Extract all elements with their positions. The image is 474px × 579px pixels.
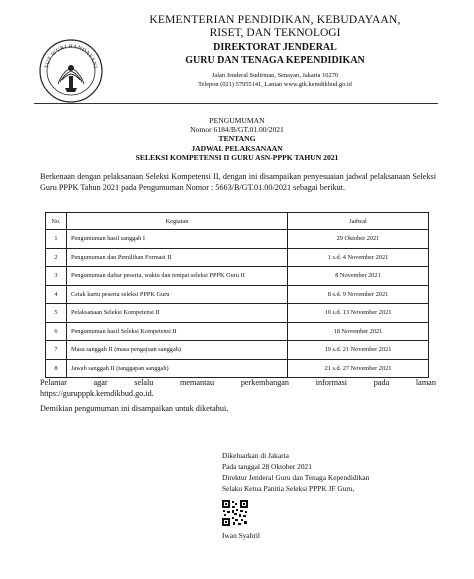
directorate-line2: GURU DAN TENAGA KEPENDIDIKAN	[185, 55, 365, 66]
row-jadwal: 21 s.d. 27 November 2021	[288, 359, 429, 378]
row-no: 5	[46, 304, 67, 323]
ministry-name-line2: RISET, DAN TEKNOLOGI	[209, 27, 341, 39]
tut-wuri-handayani-logo	[38, 38, 104, 104]
title-subject1: JADWAL PELAKSANAAN	[191, 143, 283, 153]
letterhead-divider	[34, 103, 438, 104]
directorate-line1: DIREKTORAT JENDERAL	[213, 42, 337, 53]
header-jadwal: Jadwal	[288, 213, 429, 230]
row-jadwal: 18 November 2021	[288, 322, 429, 341]
row-no: 1	[46, 230, 67, 249]
header-no: No.	[46, 213, 67, 230]
table-row	[46, 267, 429, 286]
ministry-name-line1: KEMENTERIAN PENDIDIKAN, KEBUDAYAAN,	[149, 14, 401, 26]
table-row	[46, 359, 429, 378]
row-no: 3	[46, 267, 67, 286]
letterhead	[110, 14, 440, 89]
table-row	[46, 285, 429, 304]
monitor-paragraph	[40, 378, 436, 399]
table-row	[46, 304, 429, 323]
row-kegiatan: Masa sanggah II (masa pengajuan sanggah)	[67, 341, 288, 360]
schedule-table	[45, 212, 429, 378]
row-jadwal: 19 s.d. 21 November 2021	[288, 341, 429, 360]
monitor-line1	[40, 378, 436, 389]
website-url: https://gurupppk.kemdikbud.go.id.	[40, 388, 154, 398]
title-number: Nomor 6184/B/GT.01.00/2021	[190, 125, 284, 135]
title-label: PENGUMUMAN	[209, 116, 265, 125]
row-kegiatan: Pelaksanaan Seleksi Kompetensi II	[67, 304, 288, 323]
issued-place: Dikeluarkan di Jakarta	[222, 451, 289, 460]
contact-info: Telepon (021) 57955141, Laman www.gtk.kemdikbud.go.id	[198, 81, 352, 88]
logo-text: TUT WURI HANDAYANI	[44, 43, 98, 70]
row-jadwal: 10 s.d. 13 November 2021	[288, 304, 429, 323]
row-kegiatan: Pengumuman dan Pemilihan Formasi II	[67, 248, 288, 267]
word: memantau	[180, 378, 215, 387]
word: agar	[93, 378, 108, 387]
word: laman	[415, 378, 436, 387]
row-no: 6	[46, 322, 67, 341]
closing-paragraph: Demikian pengumuman ini disampaikan untuk diketahui.	[40, 404, 229, 413]
row-no: 2	[46, 248, 67, 267]
table-row	[46, 230, 429, 249]
signer-role: Selaku Ketua Panitia Seleksi PPPK JF Guru,	[222, 484, 355, 493]
word: pada	[373, 378, 390, 387]
title-about: TENTANG	[218, 134, 256, 144]
signature-block	[222, 450, 442, 494]
row-no: 7	[46, 341, 67, 360]
table-row	[46, 341, 429, 360]
row-kegiatan: Cetak kartu peserta seleksi PPPK Guru	[67, 285, 288, 304]
table-row	[46, 248, 429, 267]
table-row	[46, 322, 429, 341]
word: perkembangan	[240, 378, 290, 387]
intro-paragraph: Berkenaan dengan pelaksanaan Seleksi Kompetensi II, dengan ini disampaikan penyesuaian jadwal pelaksanaan Seleksi Guru PPPK Tahun 2021 pada Pengumuman Nomor : 5663/B/GT.01.00/2021 sebagai berikut.	[40, 172, 436, 192]
row-jadwal: 8 s.d. 9 November 2021	[288, 285, 429, 304]
row-no: 8	[46, 359, 67, 378]
word: Pelamar	[40, 378, 67, 387]
row-jadwal: 29 Oktober 2021	[288, 230, 429, 249]
row-no: 4	[46, 285, 67, 304]
header-kegiatan: Kegiatan	[67, 213, 288, 230]
table-header-row	[46, 213, 429, 230]
row-kegiatan: Pengumuman hasil sanggah I	[67, 230, 288, 249]
row-kegiatan: Pengumuman daftar peserta, waktu dan tempat seleksi PPPK Guru II	[67, 267, 288, 286]
word: selalu	[134, 378, 154, 387]
title-subject2: SELEKSI KOMPETENSI II GURU ASN-PPPK TAHUN 2021	[135, 152, 339, 162]
announcement-title	[40, 116, 434, 162]
word: informasi	[315, 378, 348, 387]
signer-position: Direktur Jenderal Guru dan Tenaga Kependidikan	[222, 473, 370, 482]
row-kegiatan: Pengumuman hasil Seleksi Kompetensi II	[67, 322, 288, 341]
row-kegiatan: Jawab sanggah II (tanggapan sanggah)	[67, 359, 288, 378]
qr-code-icon	[222, 500, 248, 526]
address: Jalan Jenderal Sudirman, Senayan, Jakarta 10270	[211, 72, 339, 79]
row-jadwal: 1 s.d. 4 November 2021	[288, 248, 429, 267]
signer-name: Iwan Syahril	[222, 531, 260, 540]
row-jadwal: 8 November 2021	[288, 267, 429, 286]
issued-date: Pada tanggal 28 Oktober 2021	[222, 462, 312, 471]
